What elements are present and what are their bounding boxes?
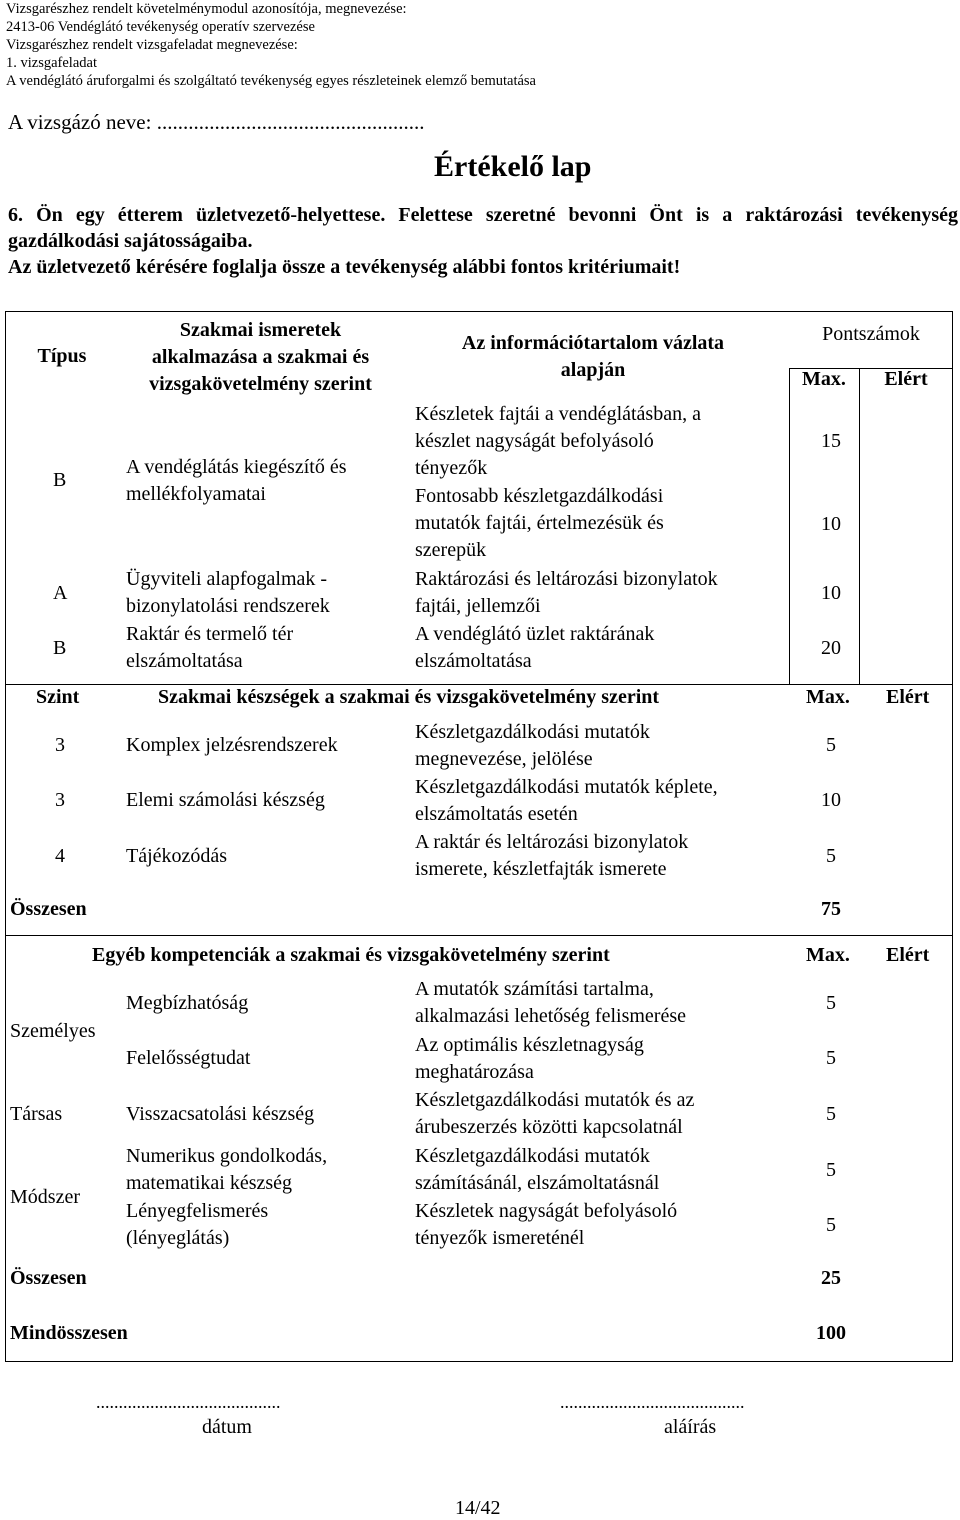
info-item: A vendéglátó üzlet raktárának	[415, 623, 655, 645]
competency-info: Készletek nagyságát befolyásoló	[415, 1200, 678, 1222]
column-header-achieved: Elért	[886, 944, 930, 966]
knowledge-item: elszámoltatása	[126, 650, 243, 672]
subtotal-value: 25	[821, 1267, 841, 1289]
info-item: Raktározási és leltározási bizonylatok	[415, 568, 718, 590]
max-points: 5	[826, 1214, 836, 1236]
candidate-name: A vizsgázó neve: ...................................................	[8, 110, 425, 134]
column-header-type: Típus	[37, 345, 87, 367]
section-heading-competencies: Egyéb kompetenciák a szakmai és vizsgakövetelmény szerint	[92, 944, 610, 966]
competency-info: tényezők ismereténél	[415, 1227, 585, 1249]
column-header-knowledge: Szakmai ismeretek	[179, 319, 342, 341]
column-header-info: alapján	[560, 359, 626, 381]
info-item: készlet nagyságát befolyásoló	[415, 430, 654, 452]
task-description	[8, 202, 958, 280]
knowledge-item: Ügyviteli alapfogalmak -	[126, 568, 328, 590]
date-label: dátum	[202, 1416, 252, 1438]
column-header-max: Max.	[806, 686, 850, 708]
header-line: 1. vizsgafeladat	[6, 55, 97, 71]
competency-info: Készletgazdálkodási mutatók	[415, 1145, 650, 1167]
subtotal-value: 75	[821, 898, 841, 920]
knowledge-item: bizonylatolási rendszerek	[126, 595, 330, 617]
info-item: elszámoltatása	[415, 650, 532, 672]
header-line: Vizsgarészhez rendelt követelménymodul azonosítója, megnevezése:	[6, 1, 407, 17]
column-header-info: Az információtartalom vázlata	[461, 332, 725, 354]
competency-group: Módszer	[10, 1186, 80, 1208]
column-header-max: Max.	[802, 368, 846, 390]
competency-item: Lényegfelismerés	[126, 1200, 269, 1222]
max-points: 5	[826, 845, 836, 867]
task-line: Az üzletvezető kérésére foglalja össze a tevékenység alábbi fontos kritériumait!	[8, 256, 681, 278]
max-points: 5	[826, 1103, 836, 1125]
skill-level: 3	[55, 789, 65, 811]
column-header-knowledge: alkalmazása a szakmai és	[151, 346, 370, 368]
max-points: 5	[826, 1159, 836, 1181]
competency-item: Numerikus gondolkodás,	[126, 1145, 328, 1167]
knowledge-item: A vendéglátás kiegészítő és	[126, 456, 347, 478]
section-heading-skills: Szakmai készségek a szakmai és vizsgakövetelmény szerint	[158, 686, 660, 708]
type-code: B	[53, 469, 67, 491]
competency-item: Megbízhatóság	[126, 992, 249, 1014]
competency-item: Visszacsatolási készség	[126, 1103, 315, 1125]
column-header-level: Szint	[36, 686, 80, 708]
subtotal-label: Összesen	[10, 1267, 87, 1289]
competency-item: Felelősségtudat	[126, 1047, 251, 1069]
max-points: 20	[821, 637, 841, 659]
max-points: 15	[821, 430, 841, 452]
competency-group: Társas	[10, 1103, 63, 1125]
skill-level: 3	[55, 734, 65, 756]
knowledge-item: mellékfolyamatai	[126, 483, 266, 505]
info-item: szerepük	[415, 539, 487, 561]
knowledge-item: Raktár és termelő tér	[126, 623, 294, 645]
max-points: 5	[826, 992, 836, 1014]
header-line: Vizsgarészhez rendelt vizsgafeladat megnevezése:	[6, 37, 298, 53]
table-divider	[5, 935, 953, 936]
info-item: mutatók fajtái, értelmezésük és	[415, 512, 664, 534]
skill-info: A raktár és leltározási bizonylatok	[415, 831, 689, 853]
competency-info: meghatározása	[415, 1061, 534, 1083]
competency-item: matematikai készség	[126, 1172, 293, 1194]
column-header-points: Pontszámok	[822, 323, 920, 345]
skill-info: Készletgazdálkodási mutatók képlete,	[415, 776, 718, 798]
grand-total-label: Mindösszesen	[10, 1322, 128, 1344]
column-header-knowledge: vizsgakövetelmény szerint	[149, 373, 372, 395]
skill-level: 4	[55, 845, 65, 867]
competency-group: Személyes	[10, 1020, 96, 1042]
type-code: A	[53, 582, 68, 604]
signature-line: .........................................	[560, 1392, 745, 1412]
header-line: 2413-06 Vendéglátó tevékenység operatív szervezése	[6, 19, 315, 35]
skill-info: megnevezése, jelölése	[415, 748, 593, 770]
info-item: tényezők	[415, 457, 488, 479]
competency-info: A mutatók számítási tartalma,	[415, 978, 654, 1000]
document-header	[6, 0, 536, 90]
skill-info: elszámoltatás esetén	[415, 803, 578, 825]
max-points: 5	[826, 1047, 836, 1069]
type-code: B	[53, 637, 67, 659]
column-header-max: Max.	[806, 944, 850, 966]
page-title: Értékelő lap	[434, 150, 592, 183]
max-points: 10	[821, 789, 841, 811]
competency-info: Készletgazdálkodási mutatók és az	[415, 1089, 695, 1111]
skill-item: Tájékozódás	[126, 845, 228, 867]
skill-item: Elemi számolási készség	[126, 789, 325, 811]
competency-info: számításánál, elszámoltatásnál	[415, 1172, 660, 1194]
competency-info: alkalmazási lehetőség felismerése	[415, 1005, 686, 1027]
grand-total-value: 100	[816, 1322, 846, 1344]
task-line: 6. Ön egy étterem üzletvezető-helyettese. Felettese szeretné bevonni Önt is a raktározási tevékenység gazdálkodási sajátosságaiba.	[8, 204, 958, 252]
header-line: A vendéglátó áruforgalmi és szolgáltató tevékenység egyes részleteinek elemző bemutatása	[6, 73, 536, 89]
skill-info: Készletgazdálkodási mutatók	[415, 721, 650, 743]
signature-label: aláírás	[664, 1416, 717, 1438]
info-item: fajtái, jellemzői	[415, 595, 541, 617]
skill-item: Komplex jelzésrendszerek	[126, 734, 338, 756]
subtotal-label: Összesen	[10, 898, 87, 920]
info-item: Készletek fajtái a vendéglátásban, a	[415, 403, 701, 425]
column-header-achieved: Elért	[884, 368, 928, 390]
max-points: 10	[821, 513, 841, 535]
page-number: 14/42	[455, 1497, 501, 1519]
date-line: .........................................	[96, 1392, 281, 1412]
skill-info: ismerete, készletfajták ismerete	[415, 858, 667, 880]
competency-info: Az optimális készletnagyság	[415, 1034, 644, 1056]
info-item: Fontosabb készletgazdálkodási	[415, 485, 664, 507]
max-points: 5	[826, 734, 836, 756]
max-points: 10	[821, 582, 841, 604]
competency-info: árubeszerzés közötti kapcsolatnál	[415, 1116, 683, 1138]
column-header-achieved: Elért	[886, 686, 930, 708]
competency-item: (lényeglátás)	[126, 1227, 230, 1249]
